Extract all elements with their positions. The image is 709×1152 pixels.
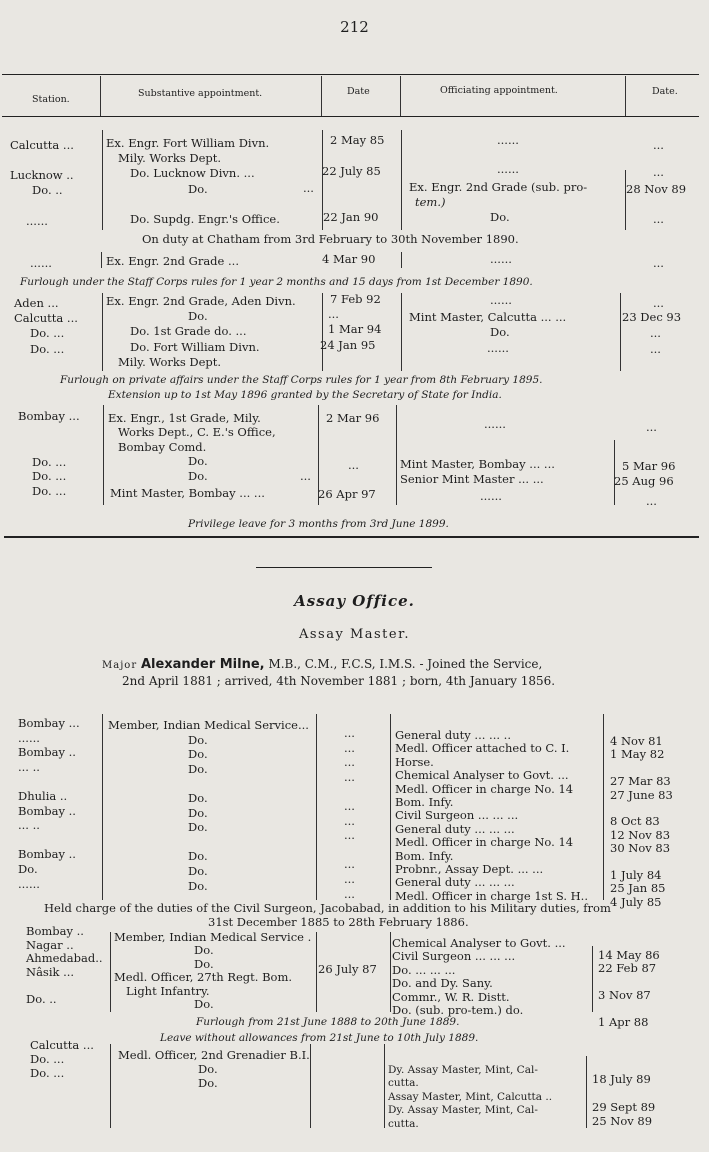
col-rule (592, 946, 593, 1012)
header-substantive: Substantive appointment. (138, 88, 263, 99)
table-cell: 30 Nov 83 (610, 841, 671, 856)
col-rule (322, 293, 323, 371)
table-cell: Do. ... (32, 484, 67, 498)
table-cell: tem.) (415, 195, 446, 209)
table-cell: Dy. Assay Master, Mint, Cal- (388, 1064, 538, 1076)
table-cell: Calcutta ... (30, 1038, 94, 1052)
table-cell: ... (653, 212, 664, 226)
table-cell: ... .. (18, 759, 40, 774)
table-cell: Do. Supdg. Engr.'s Office. (130, 212, 280, 226)
header-station: Station. (32, 94, 70, 105)
table-cell: Do. (194, 997, 214, 1011)
table-cell: Civil Surgeon ... ... ... (395, 808, 519, 823)
table-cell: Do. and Dy. Sany. (392, 976, 493, 991)
table-cell: 27 Mar 83 (610, 774, 671, 789)
col-rule (400, 76, 401, 116)
table-cell: ...... (490, 293, 512, 307)
col-rule (321, 76, 322, 116)
table-cell: Dhulia .. (18, 789, 68, 803)
table-cell: ... (344, 769, 355, 784)
table-cell: Dy. Assay Master, Mint, Cal- (388, 1104, 538, 1117)
table-cell: General duty ... ... ... (395, 821, 515, 836)
table-cell: Do. (188, 747, 208, 762)
table-cell: ... (344, 886, 355, 901)
table-cell: Bombay .. (18, 847, 76, 862)
table-cell: Do. ... (30, 326, 65, 340)
table-cell: Commr., W. R. Distt. (392, 989, 510, 1004)
table-cell: 25 Jan 85 (610, 881, 666, 896)
table-cell: Bombay .. (18, 745, 76, 760)
table-cell: ... (653, 165, 664, 179)
table-cell: ... (344, 755, 355, 770)
section-divider (256, 567, 432, 568)
note-text: Furlough under the Staff Corps rules for 1 year 2 months and 15 days from 1st December 1890. (20, 276, 533, 288)
table-cell: 23 Dec 93 (622, 310, 682, 324)
table-cell: Chemical Analyser to Govt. ... (395, 768, 569, 783)
table-cell: Do. (188, 309, 208, 323)
col-rule (110, 1044, 111, 1128)
table-cell: Ex. Engr. 2nd Grade (sub. pro- (409, 180, 588, 194)
table-cell: Member, Indian Medical Service... (108, 718, 309, 732)
table-cell: ...... (484, 417, 506, 431)
table-cell: Do. Lucknow Divn. ... (130, 166, 255, 180)
table-cell: ...... (18, 730, 40, 745)
table-cell: Calcutta ... (14, 311, 78, 325)
table-cell: 22 Feb 87 (598, 961, 657, 976)
table-cell: 4 Nov 81 (610, 734, 663, 748)
table-cell: ... (646, 494, 657, 508)
table-cell: Do. (194, 956, 214, 971)
table-cell: 27 June 83 (610, 787, 673, 802)
table-cell: Do. (188, 849, 208, 864)
person-details: M.B., C.M., F.C.S, I.M.S. - Joined the Service, (268, 657, 543, 671)
col-rule (401, 130, 402, 230)
table-cell: ... (344, 799, 355, 813)
table-cell: 1 July 84 (610, 868, 662, 882)
table-cell: Medl. Officer attached to C. I. (395, 741, 570, 756)
table-cell: Do. (194, 943, 214, 958)
col-rule (101, 252, 102, 268)
table-cell: Do. (188, 732, 208, 747)
table-cell: Medl. Officer, 27th Regt. Bom. (114, 970, 293, 985)
note-text: Furlough from 21st June 1888 to 20th June 1889. (196, 1016, 460, 1028)
col-rule (102, 714, 103, 900)
table-cell: 8 Oct 83 (610, 814, 660, 829)
table-cell: Bombay .. (18, 803, 76, 818)
table-cell: Do. ... (32, 455, 67, 469)
table-cell: Ahmedabad.. (26, 951, 103, 965)
table-cell: ... .. (18, 818, 40, 833)
table-cell: ... (344, 740, 355, 755)
col-rule (390, 714, 391, 900)
table-cell: ... (348, 458, 359, 472)
table-cell: Do. (sub. pro-tem.) do. (392, 1003, 524, 1017)
col-rule (103, 405, 104, 505)
table-cell: Do. (188, 791, 208, 805)
table-cell: 3 Nov 87 (598, 988, 651, 1003)
table-cell: 1 Mar 94 (328, 322, 382, 336)
page-number: 212 (340, 18, 369, 36)
table-cell: ... (653, 138, 664, 152)
table-cell: ...... (18, 876, 40, 891)
col-rule (384, 1044, 385, 1128)
table-cell: Chemical Analyser to Govt. ... (392, 936, 566, 950)
table-cell: Bombay Comd. (118, 440, 207, 454)
table-cell: Lucknow .. (10, 168, 74, 182)
table-cell: ... (650, 342, 661, 356)
table-cell: 29 Sept 89 (592, 1100, 656, 1114)
table-cell: Bom. Infy. (395, 795, 454, 809)
subsection-title: Assay Master. (298, 627, 411, 642)
table-cell: ... (344, 726, 355, 740)
table-cell: ... (653, 256, 664, 270)
table-cell: 18 July 89 (592, 1072, 651, 1086)
table-cell: Do. (490, 210, 510, 224)
table-cell: ...... (497, 162, 519, 176)
table-cell: 26 July 87 (318, 962, 377, 976)
table-cell: Mint Master, Bombay ... ... (400, 457, 555, 471)
table-cell: Do. (188, 805, 208, 820)
table-cell: Do. ... (32, 469, 67, 483)
table-cell: ...... (480, 489, 502, 503)
table-cell: ... (300, 469, 311, 483)
table-cell: ... (344, 857, 355, 872)
table-cell: 14 May 86 (598, 948, 660, 962)
table-cell: Mint Master, Calcutta ... ... (409, 310, 567, 324)
table-cell: Mily. Works Dept. (118, 355, 222, 369)
col-rule (401, 293, 402, 371)
person-heading (102, 657, 542, 672)
col-rule (390, 932, 391, 1012)
table-cell: 25 Nov 89 (592, 1114, 653, 1128)
table-cell: Medl. Officer in charge No. 14 (395, 835, 574, 850)
note-text: Held charge of the duties of the Civil Surgeon, Jacobabad, in addition to his Military duties, from (44, 901, 611, 915)
note-text: On duty at Chatham from 3rd February to 30th November 1890. (142, 232, 519, 246)
col-rule (316, 714, 317, 900)
table-cell: Do. 1st Grade do. ... (130, 324, 247, 338)
table-cell: Light Infantry. (126, 983, 210, 998)
table-cell: Ex. Engr. 2nd Grade ... (106, 254, 239, 268)
table-cell: Medl. Officer in charge No. 14 (395, 781, 574, 796)
col-rule (625, 76, 626, 116)
table-cell: Do. (188, 864, 208, 878)
table-cell: Do. (188, 820, 208, 835)
table-cell: ... (344, 872, 355, 886)
col-rule (102, 293, 103, 371)
table-cell: Do. (490, 325, 510, 339)
section-title: Assay Office. (294, 592, 415, 610)
table-cell: Ex. Engr., 1st Grade, Mily. (108, 411, 261, 425)
table-cell: ...... (487, 341, 509, 355)
table-cell: Do. (198, 1076, 218, 1090)
col-rule (102, 130, 103, 230)
table-cell: Bombay ... (18, 716, 80, 730)
col-rule (614, 440, 615, 505)
note-text: Privilege leave for 3 months from 3rd June 1899. (188, 518, 449, 530)
table-cell: Do. ... (30, 1066, 65, 1080)
col-rule (401, 252, 402, 268)
table-cell: Do. ... (30, 1052, 65, 1066)
table-cell: 2 Mar 96 (326, 411, 380, 425)
table-cell: 2 May 85 (330, 133, 385, 147)
table-bottom-rule (4, 536, 699, 538)
table-cell: ...... (490, 252, 512, 266)
table-cell: Nâsik ... (26, 964, 75, 979)
col-rule (316, 932, 317, 1012)
table-cell: Bom. Infy. (395, 848, 454, 863)
table-cell: 1 Apr 88 (598, 1015, 649, 1029)
table-cell: 25 Aug 96 (614, 474, 674, 488)
table-cell: ...... (497, 133, 519, 147)
table-cell: ... (653, 296, 664, 310)
table-cell: Medl. Officer, 2nd Grenadier B.I. (118, 1048, 310, 1062)
table-cell: Member, Indian Medical Service . (114, 930, 312, 944)
note-text: 31st December 1885 to 28th February 1886. (208, 915, 469, 929)
table-cell: Probnr., Assay Dept. ... ... (395, 862, 544, 876)
table-cell: 22 Jan 90 (323, 210, 379, 224)
table-cell: 1 May 82 (610, 747, 665, 762)
table-cell: Calcutta ... (10, 138, 74, 152)
col-rule (396, 405, 397, 505)
table-cell: Mily. Works Dept. (118, 151, 222, 165)
table-cell: Do. Fort William Divn. (130, 340, 260, 354)
table-cell: 12 Nov 83 (610, 827, 671, 842)
table-cell: Horse. (395, 754, 434, 769)
header-bottom-rule (2, 116, 699, 117)
table-cell: Do. (188, 182, 208, 196)
table-cell: Do. (198, 1062, 218, 1076)
note-text: Extension up to 1st May 1896 granted by the Secretary of State for India. (108, 389, 502, 401)
table-cell: ... (344, 828, 355, 843)
table-cell: ... (650, 326, 661, 340)
person-rank: Major (102, 660, 138, 671)
table-cell: General duty ... ... ... (395, 875, 515, 890)
table-cell: Works Dept., C. E.'s Office, (118, 425, 276, 439)
col-rule (110, 932, 111, 1012)
table-cell: Aden ... (14, 296, 59, 310)
table-cell: Bombay ... (18, 409, 80, 423)
table-cell: Civil Surgeon ... ... ... (392, 949, 516, 964)
table-cell: 24 Jan 95 (320, 338, 376, 352)
table-cell: ...... (26, 214, 48, 228)
table-cell: Ex. Engr. 2nd Grade, Aden Divn. (106, 294, 296, 308)
table-cell: ... (646, 420, 657, 434)
table-cell: Bombay .. (26, 924, 84, 938)
table-cell: 7 Feb 92 (330, 292, 381, 306)
col-rule (586, 1056, 587, 1128)
table-top-rule (2, 74, 699, 75)
table-cell: Do. (188, 878, 208, 893)
col-rule (603, 714, 604, 900)
table-cell: 22 July 85 (322, 164, 381, 178)
table-cell: 5 Mar 96 (622, 459, 676, 473)
table-cell: Mint Master, Bombay ... ... (110, 486, 265, 500)
header-date: Date (347, 86, 370, 97)
table-cell: 28 Nov 89 (626, 182, 687, 196)
table-cell: Ex. Engr. Fort William Divn. (106, 136, 270, 150)
note-text: Leave without allowances from 21st June to 10th July 1889. (160, 1032, 479, 1044)
col-rule (100, 76, 101, 116)
table-cell: Senior Mint Master ... ... (400, 472, 544, 486)
table-cell: Do. (188, 761, 208, 776)
person-details-line2: 2nd April 1881 ; arrived, 4th November 1881 ; born, 4th January 1856. (122, 674, 556, 688)
table-cell: 4 July 85 (610, 894, 662, 909)
table-cell: cutta. (388, 1117, 419, 1130)
table-cell: ... (328, 307, 339, 321)
table-cell: ... (303, 181, 314, 195)
table-cell: Do. .. (26, 991, 57, 1006)
table-cell: Medl. Officer in charge 1st S. H.. (395, 888, 588, 903)
table-cell: General duty ... ... .. (395, 728, 511, 742)
table-cell: Do. (188, 469, 208, 483)
col-rule (625, 170, 626, 230)
table-cell: Do. (188, 454, 208, 468)
table-cell: Do. ... (30, 342, 65, 356)
table-cell: Do. .. (32, 183, 63, 197)
table-cell: Assay Master, Mint, Calcutta .. (388, 1090, 553, 1103)
header-date2: Date. (652, 86, 678, 97)
col-rule (620, 293, 621, 371)
col-rule (310, 1044, 311, 1128)
table-cell: ...... (30, 256, 52, 270)
table-cell: cutta. (388, 1077, 419, 1090)
table-cell: Nagar .. (26, 937, 74, 952)
person-name: Alexander Milne, (140, 657, 265, 672)
table-cell: Do. ... ... ... (392, 962, 456, 977)
table-cell: 4 Mar 90 (322, 252, 376, 266)
table-cell: Do. (18, 862, 38, 876)
table-cell: ... (344, 813, 355, 828)
note-text: Furlough on private affairs under the Staff Corps rules for 1 year from 8th February 1895. (60, 374, 543, 386)
table-cell: 26 Apr 97 (318, 487, 376, 501)
header-officiating: Officiating appointment. (440, 85, 558, 96)
